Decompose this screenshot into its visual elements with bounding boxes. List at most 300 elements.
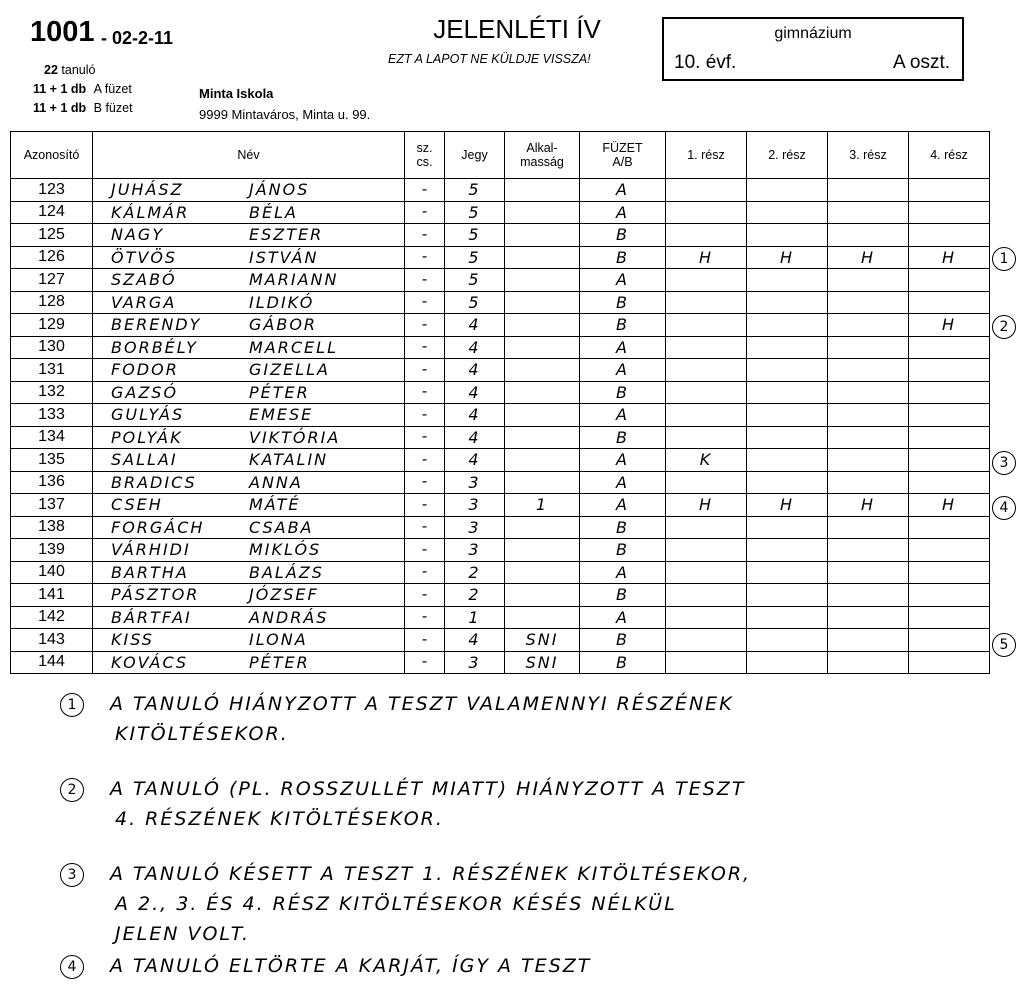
col-header-part3: 3. rész (828, 132, 909, 179)
cell-part2 (747, 359, 828, 382)
cell-sz: - (405, 471, 445, 494)
cell-surname: SALLAI (111, 450, 178, 469)
col-header-sz-1: sz. (416, 141, 433, 155)
cell-sz: - (405, 516, 445, 539)
cell-grade: 3 (445, 539, 505, 562)
cell-part3 (828, 269, 909, 292)
footnote-number: 2 (60, 778, 84, 802)
footnote-line: A 2., 3. ÉS 4. RÉSZ KITÖLTÉSEKOR KÉSÉS NÉLKÜL (115, 893, 677, 915)
cell-aptitude (505, 606, 580, 629)
cell-aptitude (505, 336, 580, 359)
cell-part2 (747, 471, 828, 494)
cell-grade: 4 (445, 426, 505, 449)
cell-aptitude (505, 449, 580, 472)
cell-aptitude (505, 359, 580, 382)
cell-sz: - (405, 269, 445, 292)
col-header-sz-2: cs. (416, 155, 433, 169)
cell-part4 (909, 381, 990, 404)
cell-given-name: MARIANN (249, 270, 339, 289)
cell-booklet: A (580, 606, 666, 629)
form-id: 1001 (30, 16, 95, 48)
cell-grade: 1 (445, 606, 505, 629)
cell-surname: BORBÉLY (111, 337, 198, 357)
cell-part3 (828, 426, 909, 449)
cell-given-name: MÁTÉ (249, 495, 301, 514)
cell-grade: 4 (445, 449, 505, 472)
cell-grade: 5 (445, 179, 505, 202)
table-row (11, 314, 1024, 337)
cell-id: 144 (11, 651, 93, 674)
cell-booklet: B (580, 629, 666, 652)
cell-name (93, 584, 405, 607)
cell-id: 130 (11, 336, 93, 359)
footnote-number: 1 (60, 693, 84, 717)
cell-aptitude (505, 269, 580, 292)
school-type: gimnázium (774, 25, 852, 42)
cell-grade: 2 (445, 561, 505, 584)
col-header-part4: 4. rész (909, 132, 990, 179)
cell-aptitude: SNI (505, 629, 580, 652)
cell-part2 (747, 539, 828, 562)
booklet-b-row (33, 101, 133, 115)
cell-surname: SZABÓ (111, 270, 177, 289)
table-row (11, 336, 1024, 359)
cell-sz: - (405, 584, 445, 607)
table-row (11, 201, 1024, 224)
cell-grade: 3 (445, 471, 505, 494)
cell-grade: 3 (445, 494, 505, 517)
cell-name (93, 494, 405, 517)
school-name: Minta Iskola (199, 86, 274, 101)
cell-part2 (747, 426, 828, 449)
cell-part3 (828, 449, 909, 472)
col-header-part2: 2. rész (747, 132, 828, 179)
cell-aptitude: SNI (505, 651, 580, 674)
school-address: 9999 Mintaváros, Minta u. 99. (199, 107, 371, 122)
cell-aptitude (505, 404, 580, 427)
class-name: A oszt. (892, 52, 950, 73)
col-header-sz (405, 132, 445, 179)
cell-part1 (666, 291, 747, 314)
cell-part2 (747, 584, 828, 607)
cell-name (93, 381, 405, 404)
col-header-aptitude-1: Alkal- (526, 141, 558, 155)
row-note-marker: 4 (992, 496, 1016, 520)
cell-sz: - (405, 494, 445, 517)
cell-booklet: A (580, 494, 666, 517)
cell-surname: POLYÁK (111, 427, 183, 447)
cell-name (93, 561, 405, 584)
cell-part3 (828, 224, 909, 247)
grade-level: 10. évf. (674, 52, 737, 73)
cell-sz: - (405, 179, 445, 202)
cell-aptitude (505, 201, 580, 224)
cell-given-name: MARCELL (249, 337, 338, 357)
table-row (11, 629, 1024, 652)
cell-id: 135 (11, 449, 93, 472)
cell-name (93, 314, 405, 337)
cell-part1: K (666, 449, 747, 472)
cell-surname: CSEH (111, 495, 163, 514)
cell-part4 (909, 269, 990, 292)
cell-part4: H (909, 494, 990, 517)
cell-aptitude (505, 561, 580, 584)
cell-part4 (909, 629, 990, 652)
cell-part1 (666, 651, 747, 674)
cell-grade: 4 (445, 314, 505, 337)
cell-part2 (747, 404, 828, 427)
cell-part4 (909, 224, 990, 247)
cell-grade: 5 (445, 246, 505, 269)
cell-part1 (666, 224, 747, 247)
cell-given-name: ESZTER (249, 225, 324, 244)
cell-part2 (747, 381, 828, 404)
cell-sz: - (405, 381, 445, 404)
cell-part2 (747, 179, 828, 202)
cell-part4 (909, 336, 990, 359)
cell-aptitude (505, 516, 580, 539)
cell-aptitude (505, 291, 580, 314)
cell-sz: - (405, 359, 445, 382)
cell-sz: - (405, 561, 445, 584)
table-row (11, 359, 1024, 382)
cell-surname: BRADICS (111, 472, 197, 492)
cell-name (93, 224, 405, 247)
table-row (11, 561, 1024, 584)
table-row (11, 494, 1024, 517)
cell-part2 (747, 224, 828, 247)
cell-part2 (747, 314, 828, 337)
cell-booklet: A (580, 404, 666, 427)
cell-given-name: MIKLÓS (249, 540, 322, 559)
cell-aptitude (505, 381, 580, 404)
cell-aptitude (505, 224, 580, 247)
cell-part1 (666, 336, 747, 359)
cell-aptitude (505, 584, 580, 607)
cell-name (93, 269, 405, 292)
cell-given-name: GÁBOR (249, 315, 318, 334)
cell-part2 (747, 201, 828, 224)
cell-name (93, 629, 405, 652)
cell-sz: - (405, 449, 445, 472)
page-title: JELENLÉTI ÍV (433, 14, 601, 44)
booklet-b-count: 11 + 1 db (33, 101, 87, 115)
cell-part3 (828, 539, 909, 562)
cell-id: 128 (11, 291, 93, 314)
cell-name (93, 291, 405, 314)
cell-booklet: A (580, 201, 666, 224)
cell-aptitude (505, 314, 580, 337)
table-row (11, 539, 1024, 562)
cell-part4: H (909, 246, 990, 269)
table-row (11, 651, 1024, 674)
col-header-booklet-1: FÜZET (602, 141, 643, 155)
cell-booklet: B (580, 224, 666, 247)
table-row (11, 179, 1024, 202)
cell-part3 (828, 314, 909, 337)
cell-part1 (666, 539, 747, 562)
cell-part1 (666, 426, 747, 449)
cell-part1 (666, 404, 747, 427)
cell-part3 (828, 471, 909, 494)
cell-id: 141 (11, 584, 93, 607)
footnote-line: A TANULÓ KÉSETT A TESZT 1. RÉSZÉNEK KITÖLTÉSEKOR, (110, 863, 752, 885)
cell-given-name: VIKTÓRIA (249, 427, 341, 447)
cell-part2 (747, 336, 828, 359)
cell-given-name: PÉTER (249, 382, 310, 402)
footnote-line: JELEN VOLT. (115, 923, 251, 945)
cell-surname: VÁRHIDI (111, 540, 191, 559)
cell-part4 (909, 426, 990, 449)
table-row (11, 606, 1024, 629)
cell-part1 (666, 381, 747, 404)
cell-booklet: B (580, 584, 666, 607)
cell-name (93, 449, 405, 472)
cell-sz: - (405, 539, 445, 562)
cell-surname: BÁRTFAI (111, 607, 192, 627)
cell-part4 (909, 584, 990, 607)
cell-sz: - (405, 426, 445, 449)
cell-surname: ÖTVÖS (111, 247, 178, 267)
cell-part4 (909, 561, 990, 584)
cell-given-name: CSABA (249, 517, 314, 537)
cell-grade: 3 (445, 516, 505, 539)
cell-part1 (666, 201, 747, 224)
cell-part2: H (747, 246, 828, 269)
cell-name (93, 606, 405, 629)
cell-aptitude (505, 179, 580, 202)
cell-part1 (666, 516, 747, 539)
cell-sz: - (405, 291, 445, 314)
cell-surname: BARTHA (111, 562, 189, 582)
cell-name (93, 539, 405, 562)
cell-surname: FODOR (111, 360, 179, 379)
cell-sz: - (405, 246, 445, 269)
cell-aptitude (505, 426, 580, 449)
cell-part4: H (909, 314, 990, 337)
cell-given-name: ANNA (249, 472, 303, 492)
cell-aptitude (505, 246, 580, 269)
cell-id: 143 (11, 629, 93, 652)
cell-part1 (666, 584, 747, 607)
col-header-booklet (580, 132, 666, 179)
cell-booklet: B (580, 291, 666, 314)
cell-part4 (909, 449, 990, 472)
cell-part1 (666, 269, 747, 292)
cell-id: 127 (11, 269, 93, 292)
cell-grade: 5 (445, 201, 505, 224)
table-row (11, 516, 1024, 539)
cell-given-name: ILONA (249, 630, 308, 649)
cell-given-name: BÉLA (249, 202, 298, 222)
row-note-marker: 5 (992, 633, 1016, 657)
table-row (11, 426, 1024, 449)
col-header-aptitude-2: masság (520, 155, 564, 169)
cell-surname: BERENDY (111, 315, 202, 334)
cell-part4 (909, 471, 990, 494)
cell-sz: - (405, 336, 445, 359)
students-label: tanuló (61, 63, 96, 77)
cell-grade: 4 (445, 404, 505, 427)
cell-part1 (666, 314, 747, 337)
cell-given-name: JÁNOS (249, 180, 310, 199)
cell-id: 139 (11, 539, 93, 562)
cell-part1 (666, 606, 747, 629)
row-note-marker: 3 (992, 451, 1016, 475)
cell-part1: H (666, 494, 747, 517)
cell-id: 140 (11, 561, 93, 584)
booklet-a-label: A füzet (93, 82, 132, 96)
cell-booklet: B (580, 651, 666, 674)
cell-part2 (747, 269, 828, 292)
cell-name (93, 651, 405, 674)
table-row (11, 449, 1024, 472)
cell-part2 (747, 629, 828, 652)
students-count: 22 (44, 63, 58, 77)
cell-name (93, 179, 405, 202)
cell-sz: - (405, 651, 445, 674)
booklet-a-count: 11 + 1 db (33, 82, 87, 96)
footnote-number: 3 (60, 863, 84, 887)
cell-grade: 5 (445, 224, 505, 247)
cell-name (93, 404, 405, 427)
cell-grade: 2 (445, 584, 505, 607)
table-row (11, 224, 1024, 247)
cell-surname: PÁSZTOR (111, 585, 200, 604)
cell-part4 (909, 201, 990, 224)
cell-id: 142 (11, 606, 93, 629)
table-body (11, 179, 1024, 674)
cell-part4 (909, 404, 990, 427)
cell-given-name: JÓZSEF (249, 585, 319, 604)
cell-part2 (747, 449, 828, 472)
cell-aptitude (505, 539, 580, 562)
footnote-number: 4 (60, 955, 84, 979)
cell-part3 (828, 179, 909, 202)
table-row (11, 381, 1024, 404)
cell-given-name: PÉTER (249, 652, 310, 672)
col-header-booklet-2: A/B (612, 155, 633, 169)
booklet-b-label: B füzet (93, 101, 133, 115)
cell-aptitude (505, 471, 580, 494)
cell-part3 (828, 291, 909, 314)
cell-name (93, 246, 405, 269)
cell-part4 (909, 606, 990, 629)
cell-name (93, 201, 405, 224)
cell-surname: FORGÁCH (111, 517, 205, 537)
cell-grade: 3 (445, 651, 505, 674)
cell-booklet: A (580, 561, 666, 584)
students-count-row (44, 63, 95, 77)
cell-name (93, 471, 405, 494)
cell-booklet: A (580, 471, 666, 494)
booklet-a-row (33, 82, 132, 96)
cell-part3 (828, 359, 909, 382)
cell-surname: KISS (111, 630, 154, 649)
cell-part2: H (747, 494, 828, 517)
cell-given-name: EMESE (249, 405, 314, 424)
footnote-line: A TANULÓ ELTÖRTE A KARJÁT, ÍGY A TESZT (110, 955, 592, 977)
cell-part3 (828, 516, 909, 539)
class-info-box (662, 17, 964, 81)
cell-part4 (909, 539, 990, 562)
cell-booklet: B (580, 516, 666, 539)
cell-part1 (666, 179, 747, 202)
cell-booklet: B (580, 381, 666, 404)
cell-surname: GAZSÓ (111, 382, 179, 402)
cell-surname: KOVÁCS (111, 652, 189, 672)
cell-id: 133 (11, 404, 93, 427)
cell-id: 129 (11, 314, 93, 337)
cell-part1: H (666, 246, 747, 269)
table-header-row (11, 132, 1024, 179)
cell-given-name: ANDRÁS (249, 607, 329, 627)
cell-name (93, 336, 405, 359)
cell-sz: - (405, 629, 445, 652)
row-note-marker: 2 (992, 315, 1016, 339)
cell-grade: 4 (445, 359, 505, 382)
cell-id: 132 (11, 381, 93, 404)
cell-part2 (747, 516, 828, 539)
cell-id: 136 (11, 471, 93, 494)
cell-booklet: A (580, 179, 666, 202)
cell-booklet: A (580, 359, 666, 382)
cell-booklet: A (580, 336, 666, 359)
cell-grade: 5 (445, 291, 505, 314)
cell-part2 (747, 606, 828, 629)
col-header-name: Név (93, 132, 405, 179)
cell-given-name: KATALIN (249, 450, 329, 469)
cell-booklet: A (580, 449, 666, 472)
cell-id: 125 (11, 224, 93, 247)
cell-id: 134 (11, 426, 93, 449)
table-row (11, 291, 1024, 314)
cell-given-name: GIZELLA (249, 360, 330, 379)
cell-id: 137 (11, 494, 93, 517)
cell-part4 (909, 516, 990, 539)
cell-part3 (828, 606, 909, 629)
cell-grade: 4 (445, 336, 505, 359)
cell-part1 (666, 359, 747, 382)
cell-sz: - (405, 606, 445, 629)
cell-part1 (666, 471, 747, 494)
cell-given-name: BALÁZS (249, 562, 324, 582)
cell-id: 131 (11, 359, 93, 382)
table-row (11, 404, 1024, 427)
cell-part3: H (828, 246, 909, 269)
cell-booklet: B (580, 314, 666, 337)
cell-grade: 4 (445, 629, 505, 652)
cell-surname: VARGA (111, 292, 177, 312)
cell-part3 (828, 404, 909, 427)
cell-part3 (828, 584, 909, 607)
cell-part3: H (828, 494, 909, 517)
cell-part3 (828, 561, 909, 584)
cell-id: 124 (11, 201, 93, 224)
cell-part2 (747, 291, 828, 314)
row-note-marker: 1 (992, 247, 1016, 271)
cell-sz: - (405, 201, 445, 224)
cell-grade: 5 (445, 269, 505, 292)
col-header-grade: Jegy (445, 132, 505, 179)
cell-sz: - (405, 224, 445, 247)
cell-part3 (828, 381, 909, 404)
cell-part1 (666, 629, 747, 652)
footnote-line: 4. RÉSZÉNEK KITÖLTÉSEKOR. (115, 808, 444, 830)
cell-surname: GULYÁS (111, 405, 185, 424)
cell-given-name: ISTVÁN (249, 247, 319, 267)
footnote-line: A TANULÓ HIÁNYZOTT A TESZT VALAMENNYI RÉSZÉNEK (110, 693, 734, 715)
